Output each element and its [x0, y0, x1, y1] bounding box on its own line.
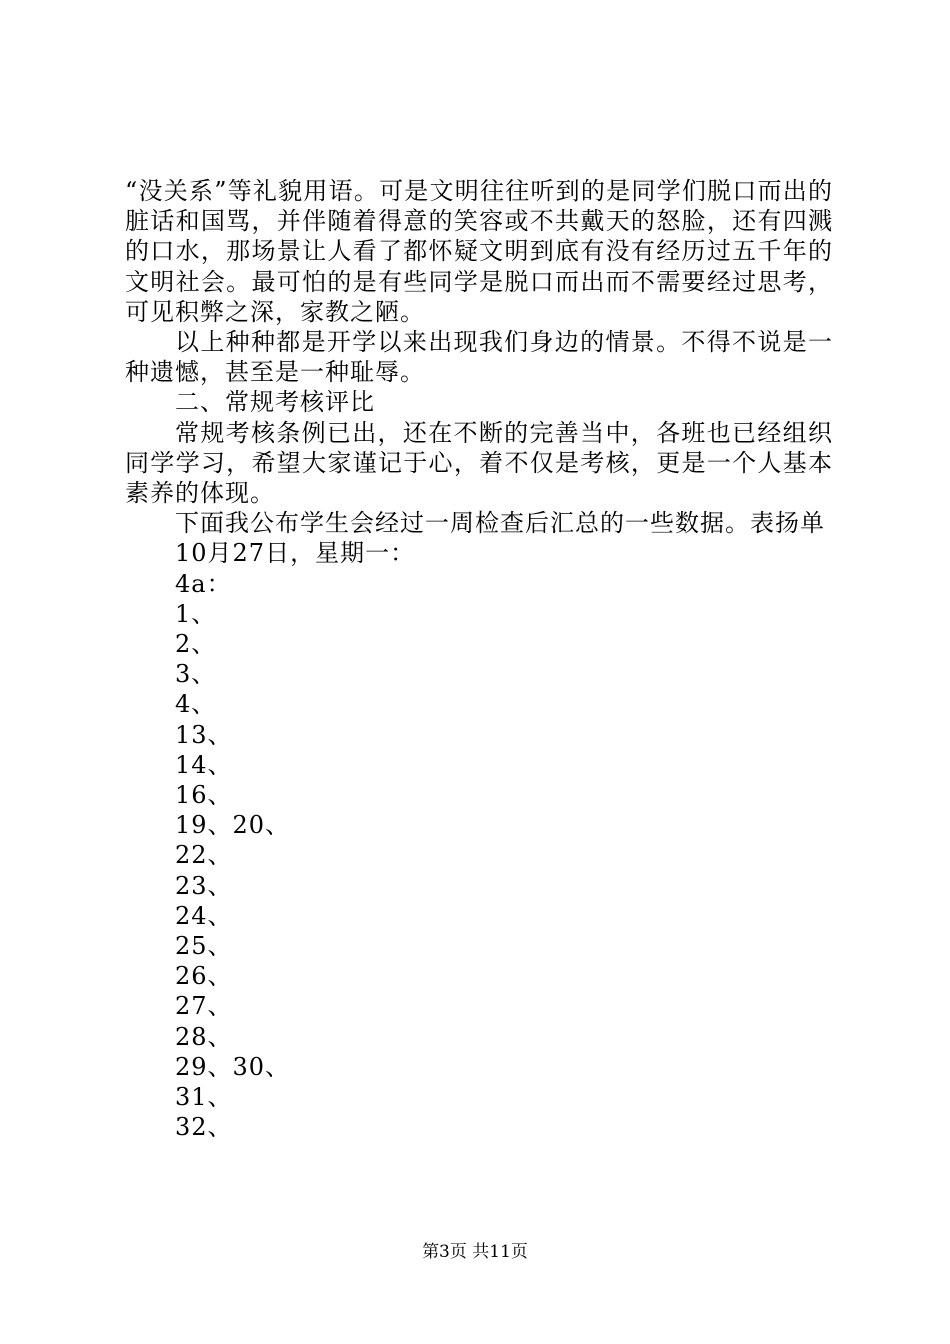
list-item: 27、 — [175, 992, 233, 1021]
paragraph-rules: 常规考核条例已出，还在不断的完善当中，各班也已经组织同学学习，希望大家谨记于心，着不仅是考核，更是一个人基本素养的体现。 — [125, 418, 833, 508]
paragraph-announcement: 下面我公布学生会经过一周检查后汇总的一些数据。表扬单 — [175, 509, 825, 538]
list-item: 4、 — [175, 690, 217, 719]
page-number-label: 第3页 共11页 — [422, 1242, 528, 1262]
list-item: 3、 — [175, 660, 217, 689]
list-item: 10月27日，星期一： — [175, 539, 416, 568]
list-item: 31、 — [175, 1083, 233, 1112]
list-item: 4a： — [175, 569, 232, 598]
section-heading: 二、常规考核评比 — [175, 388, 375, 417]
list-item: 28、 — [175, 1022, 233, 1051]
list-item: 19、20、 — [175, 811, 291, 840]
commendation-list — [125, 538, 833, 1142]
document-body — [125, 176, 833, 1143]
list-item: 16、 — [175, 781, 233, 810]
paragraph-continued: “没关系”等礼貌用语。可是文明往往听到的是同学们脱口而出的脏话和国骂，并伴随着得意的笑容或不共戴天的怒脸，还有四溅的口水，那场景让人看了都怀疑文明到底有没有经历过五千年的文明社会。最可怕的是有些同学是脱口而出而不需要经过思考，可见积弊之深，家教之陋。 — [125, 177, 833, 326]
list-item: 32、 — [175, 1113, 233, 1142]
list-item: 22、 — [175, 841, 233, 870]
list-item: 1、 — [175, 599, 217, 628]
list-item: 29、30、 — [175, 1052, 291, 1081]
list-item: 2、 — [175, 630, 217, 659]
list-item: 13、 — [175, 720, 233, 749]
list-item: 23、 — [175, 871, 233, 900]
list-item: 14、 — [175, 750, 233, 779]
paragraph-summary: 以上种种都是开学以来出现我们身边的情景。不得不说是一种遗憾，甚至是一种耻辱。 — [125, 328, 833, 387]
list-item: 25、 — [175, 932, 233, 961]
page-footer — [0, 1240, 950, 1264]
list-item: 24、 — [175, 901, 233, 930]
list-item: 26、 — [175, 962, 233, 991]
